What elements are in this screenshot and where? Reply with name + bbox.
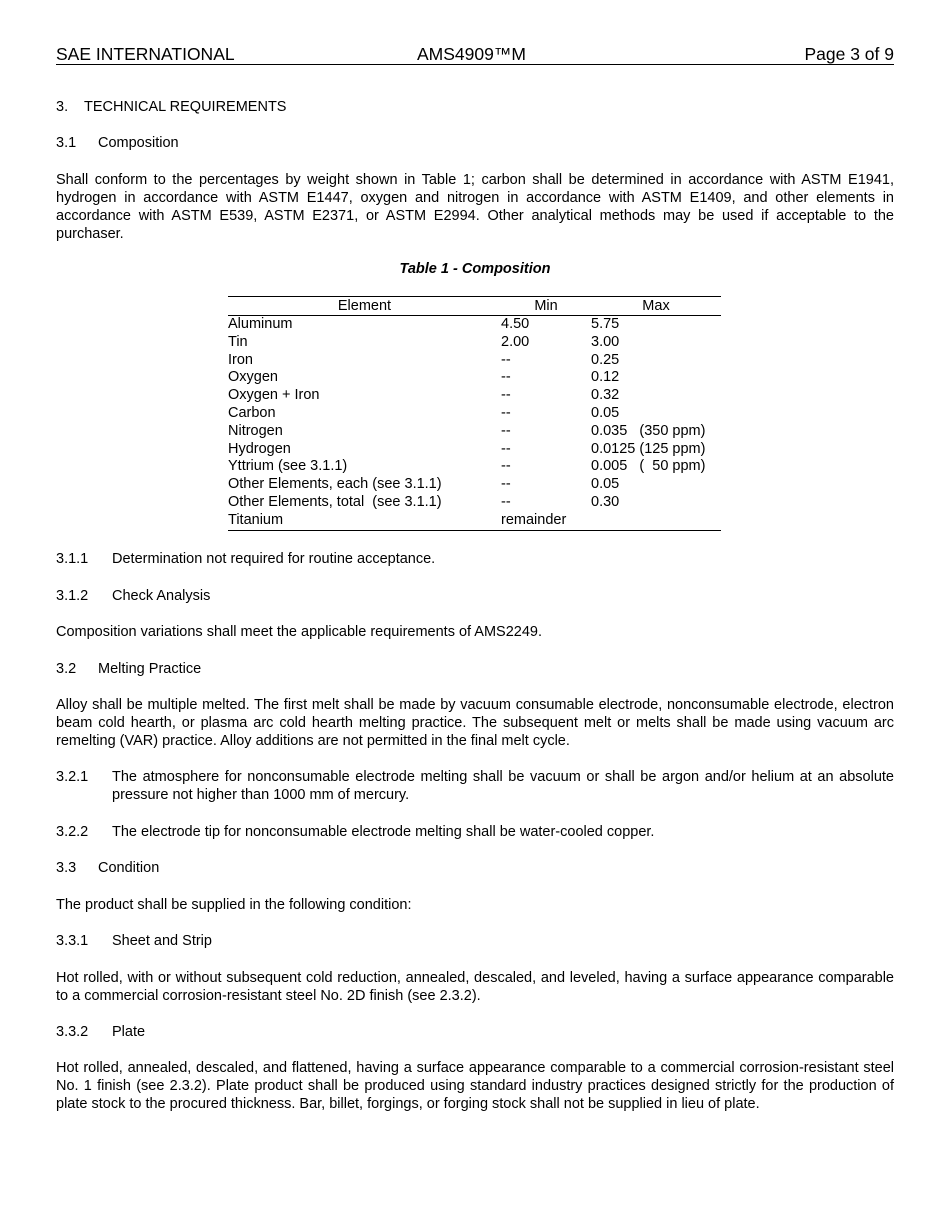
section-3-2-1: 3.2.1 The atmosphere for nonconsumable electrode melting shall be vacuum or shall be argon and/or helium at an absolute pressure not higher than 1000 mm of mercury.	[56, 769, 894, 803]
element-cell: Carbon	[228, 404, 276, 421]
min-cell: --	[501, 493, 511, 510]
table-row	[228, 494, 721, 512]
min-cell: --	[501, 440, 511, 457]
table-row	[228, 316, 721, 334]
max-cell: 5.75	[591, 316, 620, 332]
table-row	[228, 476, 721, 494]
section-3-heading: 3. TECHNICAL REQUIREMENTS	[56, 99, 287, 115]
min-cell: 2.00	[501, 333, 530, 350]
max-cell: 0.005 ( 50 ppm)	[591, 458, 706, 475]
section-3-2-heading: 3.2 Melting Practice	[56, 661, 202, 677]
header-organization: SAE INTERNATIONAL	[56, 44, 235, 64]
min-cell: --	[501, 422, 511, 439]
section-3-3-1-heading: 3.3.1 Sheet and Strip	[56, 933, 212, 949]
section-3-3-1-body: Hot rolled, with or without subsequent cold reduction, annealed, descaled, and leveled, having a surface appearance comparable to a commercial corrosion-resistant steel No. 2D finish (see 2.3.2).	[56, 970, 894, 1004]
min-cell: remainder	[501, 512, 591, 530]
section-3-2-2: 3.2.2 The electrode tip for nonconsumable electrode melting shall be water-cooled copper.	[56, 824, 655, 840]
page-header	[56, 44, 894, 65]
section-3-1-body: Shall conform to the percentages by weight shown in Table 1; carbon shall be determined in accordance with ASTM E1941, hydrogen in accordance with ASTM E1447, oxygen and nitrogen in accordance with ASTM E1409, and other elements in accordance with ASTM E539, ASTM E2371, or ASTM E2994. Other analytical methods may be used if acceptable to the purchaser.	[56, 172, 894, 242]
min-cell: --	[501, 369, 511, 386]
section-3-1-heading: 3.1 Composition	[56, 135, 179, 151]
max-cell: 0.0125 (125 ppm)	[591, 440, 706, 457]
element-cell: Yttrium (see 3.1.1)	[228, 458, 348, 475]
min-cell: 4.50	[501, 316, 530, 332]
composition-table	[228, 296, 721, 531]
max-cell: 0.30	[591, 493, 620, 510]
table-row	[228, 512, 721, 530]
header-document-number: AMS4909™M	[417, 44, 526, 64]
min-cell: --	[501, 476, 511, 493]
min-cell: --	[501, 458, 511, 475]
section-3-1-1: 3.1.1 Determination not required for routine acceptance.	[56, 551, 436, 567]
element-cell: Tin	[228, 333, 248, 350]
element-cell: Nitrogen	[228, 422, 283, 439]
min-cell: --	[501, 351, 511, 368]
element-cell: Aluminum	[228, 316, 293, 332]
table-row	[228, 369, 721, 387]
section-3-3-2-heading: 3.3.2 Plate	[56, 1024, 146, 1040]
element-cell: Other Elements, total (see 3.1.1)	[228, 493, 442, 510]
section-3-1-2-heading: 3.1.2 Check Analysis	[56, 588, 211, 604]
column-header-max: Max	[591, 297, 721, 316]
max-cell: 0.12	[591, 369, 620, 386]
min-cell: --	[501, 387, 511, 404]
max-cell: 0.25	[591, 351, 620, 368]
element-cell: Oxygen + Iron	[228, 387, 320, 404]
table-row	[228, 458, 721, 476]
max-cell: 0.05	[591, 404, 620, 421]
table-row	[228, 352, 721, 370]
table-1-title: Table 1 - Composition	[399, 261, 551, 277]
max-cell: 0.035 (350 ppm)	[591, 422, 706, 439]
section-3-2-body: Alloy shall be multiple melted. The first melt shall be made by vacuum consumable electrode, nonconsumable electrode, electron beam cold hearth, or plasma arc cold hearth melting practice. The subsequent melt or melts shall be made using vacuum arc remelting (VAR) practice. Alloy additions are not permitted in the final melt cycle.	[56, 697, 894, 749]
max-cell: 0.32	[591, 387, 620, 404]
section-3-3-heading: 3.3 Condition	[56, 860, 160, 876]
section-3-3-2-body: Hot rolled, annealed, descaled, and flattened, having a surface appearance comparable to a commercial corrosion-resistant steel No. 1 finish (see 2.3.2). Plate product shall be produced using standard industry practices designed strictly for the production of plate stock to the procured thickness. Bar, billet, forgings, or forging stock shall not be supplied in lieu of plate.	[56, 1060, 894, 1112]
min-cell: --	[501, 404, 511, 421]
element-cell: Oxygen	[228, 369, 278, 386]
max-cell: 0.05	[591, 476, 620, 493]
column-header-min: Min	[501, 297, 591, 316]
table-header-row	[228, 297, 721, 316]
max-cell	[591, 512, 721, 530]
element-cell: Titanium	[228, 512, 501, 530]
column-header-element: Element	[228, 297, 501, 316]
table-row	[228, 334, 721, 352]
header-page-number: Page 3 of 9	[804, 44, 894, 64]
element-cell: Iron	[228, 351, 253, 368]
section-3-3-body: The product shall be supplied in the following condition:	[56, 897, 412, 913]
element-cell: Hydrogen	[228, 440, 291, 457]
table-row	[228, 405, 721, 423]
element-cell: Other Elements, each (see 3.1.1)	[228, 476, 442, 493]
table-row	[228, 387, 721, 405]
table-row	[228, 423, 721, 441]
table-row	[228, 441, 721, 459]
section-3-1-2-body: Composition variations shall meet the applicable requirements of AMS2249.	[56, 624, 543, 640]
max-cell: 3.00	[591, 333, 620, 350]
